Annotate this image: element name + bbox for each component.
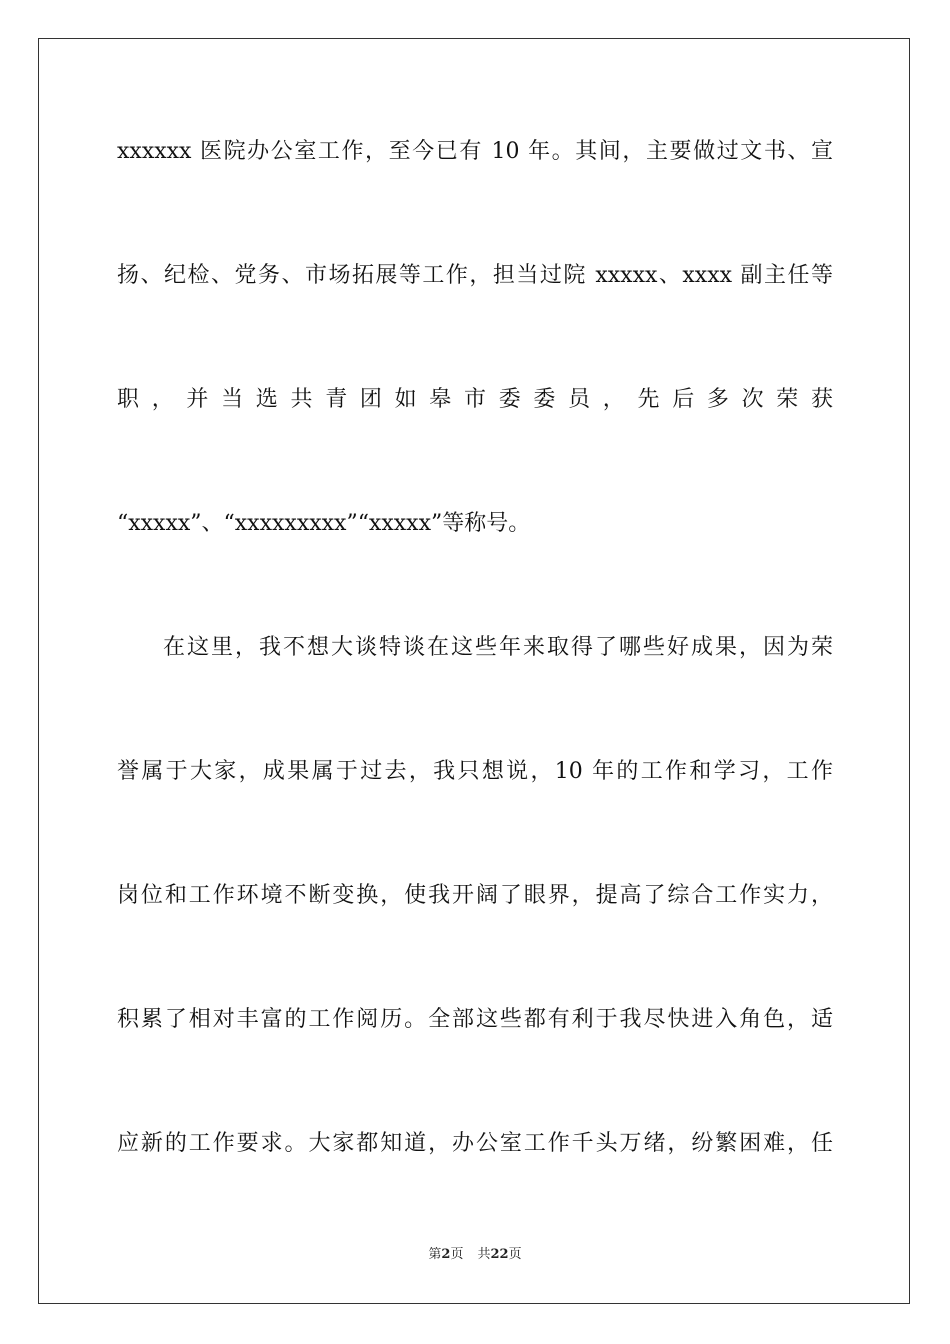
page-footer bbox=[0, 1246, 950, 1264]
text-line-8: 积累了相对丰富的工作阅历。全部这些都有利于我尽快进入角色，适 bbox=[117, 1007, 833, 1032]
footer-page-prefix: 第 bbox=[428, 1247, 442, 1262]
text-line-2: 扬、纪检、党务、市场拓展等工作，担当过院 xxxxx、xxxx 副主任等 bbox=[117, 263, 833, 288]
text-line-3: 职，并当选共青团如皋市委委员，先后多次荣获 bbox=[117, 387, 833, 412]
page-border bbox=[38, 38, 910, 1304]
footer-page-suffix: 页 bbox=[450, 1247, 464, 1262]
text-line-5: 在这里，我不想大谈特谈在这些年来取得了哪些好成果，因为荣 bbox=[163, 635, 833, 660]
text-line-6: 誉属于大家，成果属于过去，我只想说，10 年的工作和学习，工作 bbox=[117, 759, 833, 784]
footer-total-suffix: 页 bbox=[508, 1247, 522, 1262]
text-line-7: 岗位和工作环境不断变换，使我开阔了眼界，提高了综合工作实力， bbox=[117, 883, 833, 908]
footer-total-pages: 22 bbox=[490, 1247, 509, 1262]
text-line-4: “xxxxx”、“xxxxxxxxx”“xxxxx”等称号。 bbox=[117, 511, 531, 536]
text-line-1: xxxxxx 医院办公室工作，至今已有 10 年。其间，主要做过文书、宣 bbox=[117, 139, 833, 164]
footer-page-number: 2 bbox=[441, 1247, 451, 1262]
text-line-9: 应新的工作要求。大家都知道，办公室工作千头万绪，纷繁困难，任 bbox=[117, 1131, 833, 1156]
footer-total-prefix: 共 bbox=[477, 1247, 491, 1262]
